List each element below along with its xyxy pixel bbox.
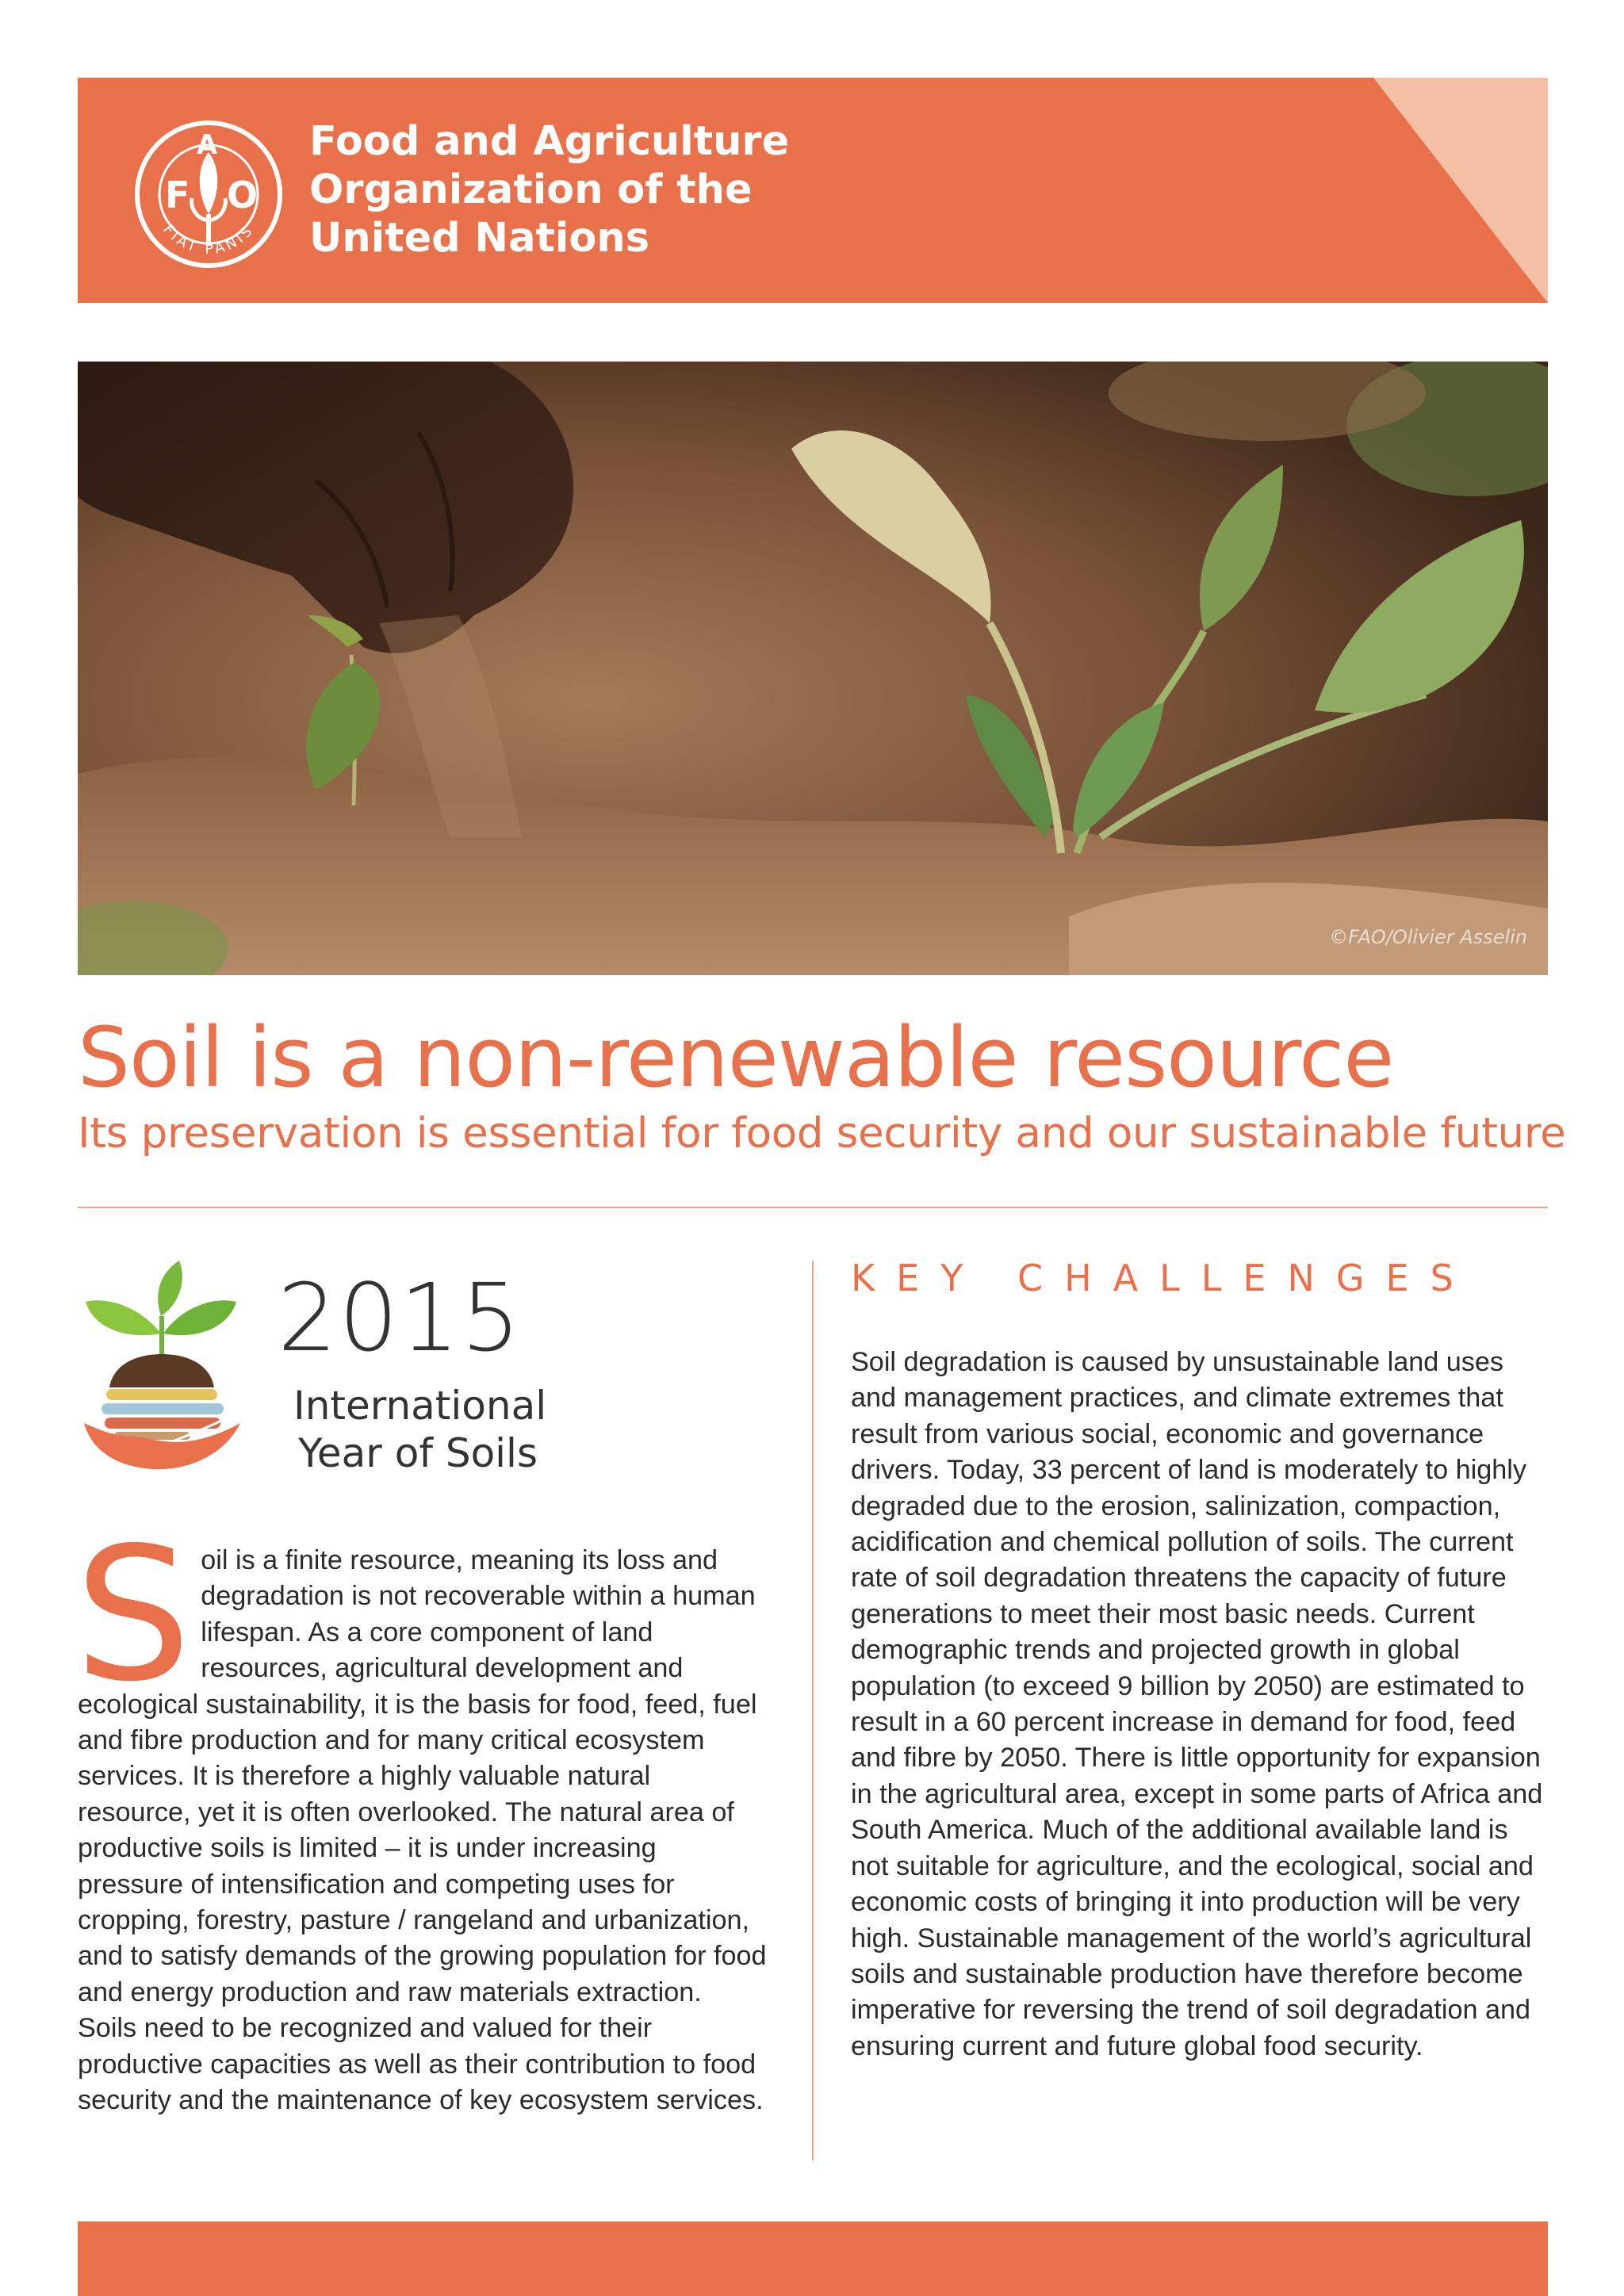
key-challenges-heading: KEY CHALLENGES (851, 1257, 1475, 1299)
organization-name (309, 117, 789, 262)
intro-text: oil is a finite resource, meaning its loss and degradation is not recoverable within a human lifespan. As a core component of land resources, agricultural development and ecological sustainability, it is the basis for food, feed, fuel and fibre production and for many critical ecosystem services. It is therefore a highly valuable natural resource, yet it is often overlooked. The natural area of productive soils is limited – it is under increasing pressure of intensification and competing uses for cropping, forestry, pasture / rangeland and urbanization, and to satisfy demands of the growing population for food and energy production and raw materials extraction. Soils need to be recognized and valued for their productive capacities as well as their contribution to food security and the maintenance of key ecosystem services. (78, 1545, 767, 2116)
key-challenges-paragraph: Soil degradation is caused by unsustainable land uses and management practices, and climate extremes that result from various social, economic and governance drivers. Today, 33 percent of land is moderately to highly degraded due to the erosion, salinization, compaction, acidification and chemical pollution of soils. The current rate of soil degradation threatens the capacity of future generations to meet their most basic needs. Current demographic trends and projected growth in global population (to exceed 9 billion by 2050) are estimated to result in a 60 percent increase in demand for food, feed and fibre by 2050. There is little opportunity for expansion in the agricultural area, except in some parts of Africa and South America. Much of the additional available land is not suitable for agriculture, and the ecological, social and economic costs of bringing it into production will be very high. Sustainable management of the world’s agricultural soils and sustainable production have therefore become imperative for reversing the trend of soil degradation and ensuring current and future global food security. (851, 1347, 1543, 2061)
international-year-of-soils-logo-icon (78, 1261, 244, 1475)
logo-motto: FIAT PANIS (159, 221, 258, 258)
header-corner-triangle (1373, 78, 1548, 303)
header-banner (78, 78, 1548, 303)
column-divider (812, 1261, 814, 2160)
logo-letter-f: F (165, 174, 190, 216)
org-name-line-2: Organization of the (309, 166, 753, 213)
org-name-line-1: Food and Agriculture (309, 118, 790, 165)
hero-photo (78, 362, 1548, 975)
page-title: Soil is a non-renewable resource (78, 1009, 1394, 1106)
intro-paragraph (75, 1508, 768, 2119)
org-name-line-3: United Nations (309, 215, 650, 262)
hero-photo-illustration (78, 362, 1548, 975)
iys-year: 2015 (278, 1263, 523, 1372)
footer-band (78, 2221, 1548, 2296)
section-divider (78, 1207, 1548, 1208)
logo-letter-a: A (197, 129, 218, 161)
iys-line-1: International (293, 1383, 547, 1429)
page-subtitle: Its preservation is essential for food security and our sustainable future (78, 1109, 1566, 1158)
iys-line-2: Year of Soils (298, 1430, 538, 1476)
fao-logo-icon (133, 119, 284, 270)
logo-letter-o: O (227, 174, 259, 216)
photo-credit: ©FAO/Olivier Asselin (1329, 926, 1527, 948)
intro-dropcap: S (75, 1508, 192, 1722)
